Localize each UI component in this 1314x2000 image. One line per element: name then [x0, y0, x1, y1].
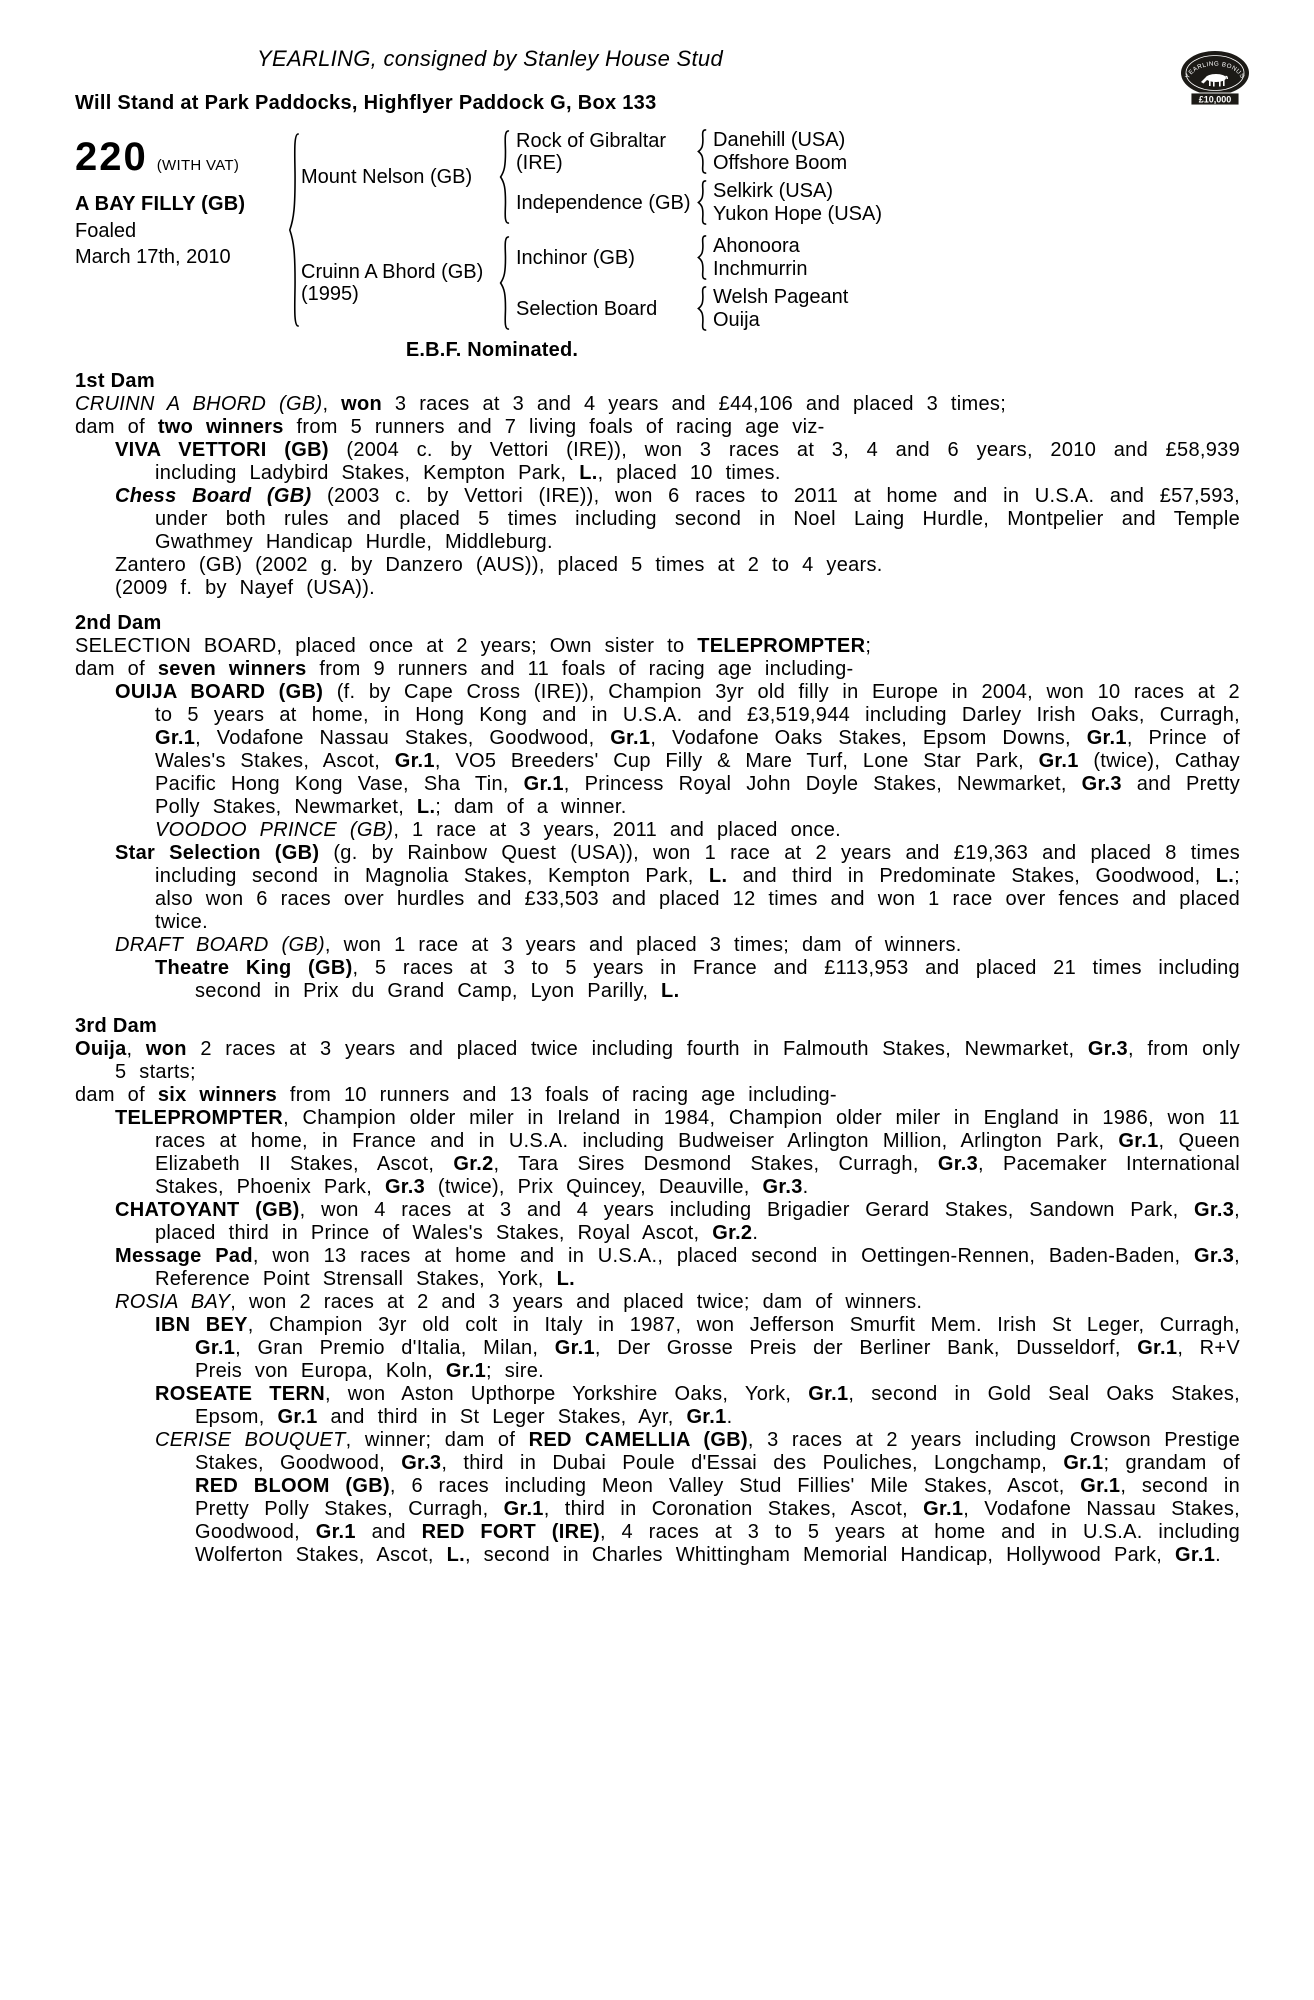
paragraph-cruinn-a-bhord: CRUINN A BHORD (GB), won 3 races at 3 and 4 years and £44,106 and placed 3 times;	[75, 393, 1007, 415]
second-dam-heading: 2nd Dam	[75, 612, 162, 634]
ebf-nominated-note: E.B.F. Nominated.	[405, 339, 579, 361]
dam-dam-brace	[696, 286, 708, 331]
sire-sire-branch	[516, 129, 905, 174]
paragraph-2009-foal: (2009 f. by Nayef (USA)).	[115, 577, 376, 599]
first-dam-section	[75, 370, 1240, 600]
paragraph-rosia-bay: ROSIA BAY, won 2 races at 2 and 3 years and placed twice; dam of winners.	[115, 1291, 923, 1313]
dam-brace	[498, 235, 511, 331]
paragraph-ouija-board: OUIJA BOARD (GB) (f. by Cape Cross (IRE)), Champion 3yr old filly in Europe in 2004, won 10 races at 2 to 5 years at home, in Hong Kong and in U.S.A. and £3,519,944 including Darley Irish Oaks, Curragh, Gr.1, Vodafone Nassau Stakes, Goodwood, Gr.1, Vodafone Oaks Stakes, Epsom Downs, Gr.1, Prince of Wales's Stakes, Ascot, Gr.1, VO5 Breeders' Cup Filly & Mare Turf, Lone Star Park, Gr.1 (twice), Cathay Pacific Hong Kong Vase, Sha Tin, Gr.1, Princess Royal John Doyle Stakes, Newmarket, Gr.3 and Pretty Polly Stakes, Newmarket, L.; dam of a winner.	[115, 681, 1240, 818]
dam-sire-dam-name: Inchmurrin	[713, 258, 808, 280]
foaled-label: Foaled	[75, 220, 137, 242]
third-dam-heading: 3rd Dam	[75, 1015, 158, 1037]
paragraph-dam-of-two-winners: dam of two winners from 5 runners and 7 living foals of racing age viz-	[75, 416, 825, 438]
paragraph-cerise-bouquet: CERISE BOUQUET, winner; dam of RED CAMELLIA (GB), 3 races at 2 years including Crowson Prestige Stakes, Goodwood, Gr.3, third in Dubai Poule d'Essai des Pouliches, Longchamp, Gr.1; grandam of RED BLOOM (GB), 6 races including Meon Valley Stud Fillies' Mile Stakes, Ascot, Gr.1, second in Pretty Polly Stakes, Curragh, Gr.1, third in Coronation Stakes, Ascot, Gr.1, Vodafone Nassau Stakes, Goodwood, Gr.1 and RED FORT (IRE), 4 races at 3 to 5 years at home and in U.S.A. including Wolferton Stakes, Ascot, L., second in Charles Whittingham Memorial Handicap, Hollywood Park, Gr.1.	[155, 1429, 1241, 1566]
sire-dam-brace	[696, 180, 708, 225]
sire-dam-branch	[516, 180, 905, 225]
dam-dam-sire-name: Welsh Pageant	[713, 286, 849, 308]
dam-year: (1995)	[301, 283, 359, 305]
pedigree-tree	[301, 129, 905, 331]
paragraph-chess-board: Chess Board (GB) (2003 c. by Vettori (IRE)), won 6 races to 2011 at home and in U.S.A. and £57,593, under both rules and placed 5 times including second in Noel Laing Hurdle, Montpelier and Temple Gwathmey Handicap Hurdle, Middleburg.	[115, 485, 1241, 553]
paragraph-teleprompter: TELEPROMPTER, Champion older miler in Ireland in 1984, Champion older miler in England in 1986, won 11 races at home, in France and in U.S.A. including Budweiser Arlington Million, Arlington Park, Gr.1, Queen Elizabeth II Stakes, Ascot, Gr.2, Tara Sires Desmond Stakes, Curragh, Gr.3, Pacemaker International Stakes, Phoenix Park, Gr.3 (twice), Prix Quincey, Deauville, Gr.3.	[115, 1107, 1241, 1198]
paragraph-message-pad: Message Pad, won 13 races at home and in U.S.A., placed second in Oettingen-Rennen, Baden-Baden, Gr.3, Reference Point Strensall Stakes, York, L.	[115, 1245, 1240, 1290]
sire-sire-name: Rock of Gibraltar (IRE)	[516, 129, 667, 174]
dam-sire-branch	[516, 235, 905, 280]
sire-sire-dam-name: Offshore Boom	[713, 152, 848, 174]
pedigree-table	[75, 129, 909, 331]
dam-dam-branch	[516, 286, 905, 331]
catalog-text	[75, 370, 1240, 1567]
lot-number: 220	[75, 135, 148, 179]
paragraph-zantero: Zantero (GB) (2002 g. by Danzero (AUS)), placed 5 times at 2 to 4 years.	[115, 554, 883, 576]
sire-sire-brace	[696, 129, 708, 174]
foaled-date: March 17th, 2010	[75, 246, 231, 268]
paragraph-ouija: Ouija, won 2 races at 3 years and placed twice including fourth in Falmouth Stakes, Newmarket, Gr.3, from only 5 starts;	[75, 1038, 1240, 1083]
paragraph-theatre-king: Theatre King (GB), 5 races at 3 to 5 years in France and £113,953 and placed 21 times including second in Prix du Grand Camp, Lyon Parilly, L.	[155, 957, 1240, 1002]
dam-dam-name: Selection Board	[516, 297, 658, 320]
first-dam-heading: 1st Dam	[75, 370, 155, 392]
dam-name: Cruinn A Bhord (GB)	[301, 261, 484, 283]
dam-sire-brace	[696, 235, 708, 280]
paragraph-dam-of-seven-winners: dam of seven winners from 9 runners and 11 foals of racing age including-	[75, 658, 854, 680]
dam-branch	[301, 235, 905, 331]
sire-name: Mount Nelson (GB)	[301, 166, 473, 188]
second-dam-section	[75, 612, 1240, 1003]
dam-dam-dam-name: Ouija	[713, 309, 760, 331]
dam-sire-sire-name: Ahonoora	[713, 235, 800, 257]
sire-dam-sire-name: Selkirk (USA)	[713, 180, 834, 202]
paragraph-star-selection: Star Selection (GB) (g. by Rainbow Quest (USA)), won 1 race at 2 years and £19,363 and placed 8 times including second in Magnolia Stakes, Kempton Park, L. and third in Predominate Stakes, Goodwood, L.; also won 6 races over hurdles and £33,503 and placed 12 times and won 1 race over fences and placed twice.	[115, 842, 1240, 933]
vat-note: (WITH VAT)	[156, 157, 240, 174]
pedigree-root-brace	[287, 130, 301, 330]
dam-sire-name: Inchinor (GB)	[516, 246, 635, 269]
third-dam-section	[75, 1015, 1240, 1567]
sire-branch	[301, 129, 905, 225]
lot-info	[75, 137, 287, 269]
paragraph-dam-of-six-winners: dam of six winners from 10 runners and 13 foals of racing age including-	[75, 1084, 837, 1106]
sire-dam-name: Independence (GB)	[516, 191, 691, 214]
paragraph-roseate-tern: ROSEATE TERN, won Aston Upthorpe Yorkshire Oaks, York, Gr.1, second in Gold Seal Oaks Stakes, Epsom, Gr.1 and third in St Leger Stakes, Ayr, Gr.1.	[155, 1383, 1241, 1428]
yearling-bonus-badge	[1178, 50, 1252, 107]
paragraph-chatoyant: CHATOYANT (GB), won 4 races at 3 and 4 years including Brigadier Gerard Stakes, Sandown Park, Gr.3, placed third in Prince of Wales's Stakes, Royal Ascot, Gr.2.	[115, 1199, 1240, 1244]
consignor-title: YEARLING, consigned by Stanley House Stud	[257, 46, 723, 71]
paragraph-voodoo-prince: VOODOO PRINCE (GB), 1 race at 3 years, 2011 and placed once.	[155, 819, 842, 841]
paragraph-draft-board: DRAFT BOARD (GB), won 1 race at 3 years and placed 3 times; dam of winners.	[115, 934, 962, 956]
pedigree-block	[75, 129, 909, 362]
sire-sire-sire-name: Danehill (USA)	[713, 129, 846, 151]
paragraph-selection-board: SELECTION BOARD, placed once at 2 years; Own sister to TELEPROMPTER;	[75, 635, 872, 657]
badge-amount: £10,000	[1198, 94, 1232, 105]
paragraph-ibn-bey: IBN BEY, Champion 3yr old colt in Italy in 1987, won Jefferson Smurfit Mem. Irish St Leger, Curragh, Gr.1, Gran Premio d'Italia, Milan, Gr.1, Der Grosse Preis der Berliner Bank, Dusseldorf, Gr.1, R+V Preis von Europa, Koln, Gr.1; sire.	[155, 1314, 1241, 1382]
sire-dam-dam-name: Yukon Hope (USA)	[713, 203, 882, 225]
filly-description: A BAY FILLY (GB)	[75, 193, 246, 215]
badge-arc-label: YEARLING BONUS	[1184, 60, 1246, 80]
stand-location-line: Will Stand at Park Paddocks, Highflyer Paddock G, Box 133	[75, 92, 657, 114]
sire-brace	[498, 129, 511, 225]
paragraph-viva-vettori: VIVA VETTORI (GB) (2004 c. by Vettori (IRE)), won 3 races at 3, 4 and 6 years, 2010 and £58,939 including Ladybird Stakes, Kempton Park, L., placed 10 times.	[115, 439, 1240, 484]
